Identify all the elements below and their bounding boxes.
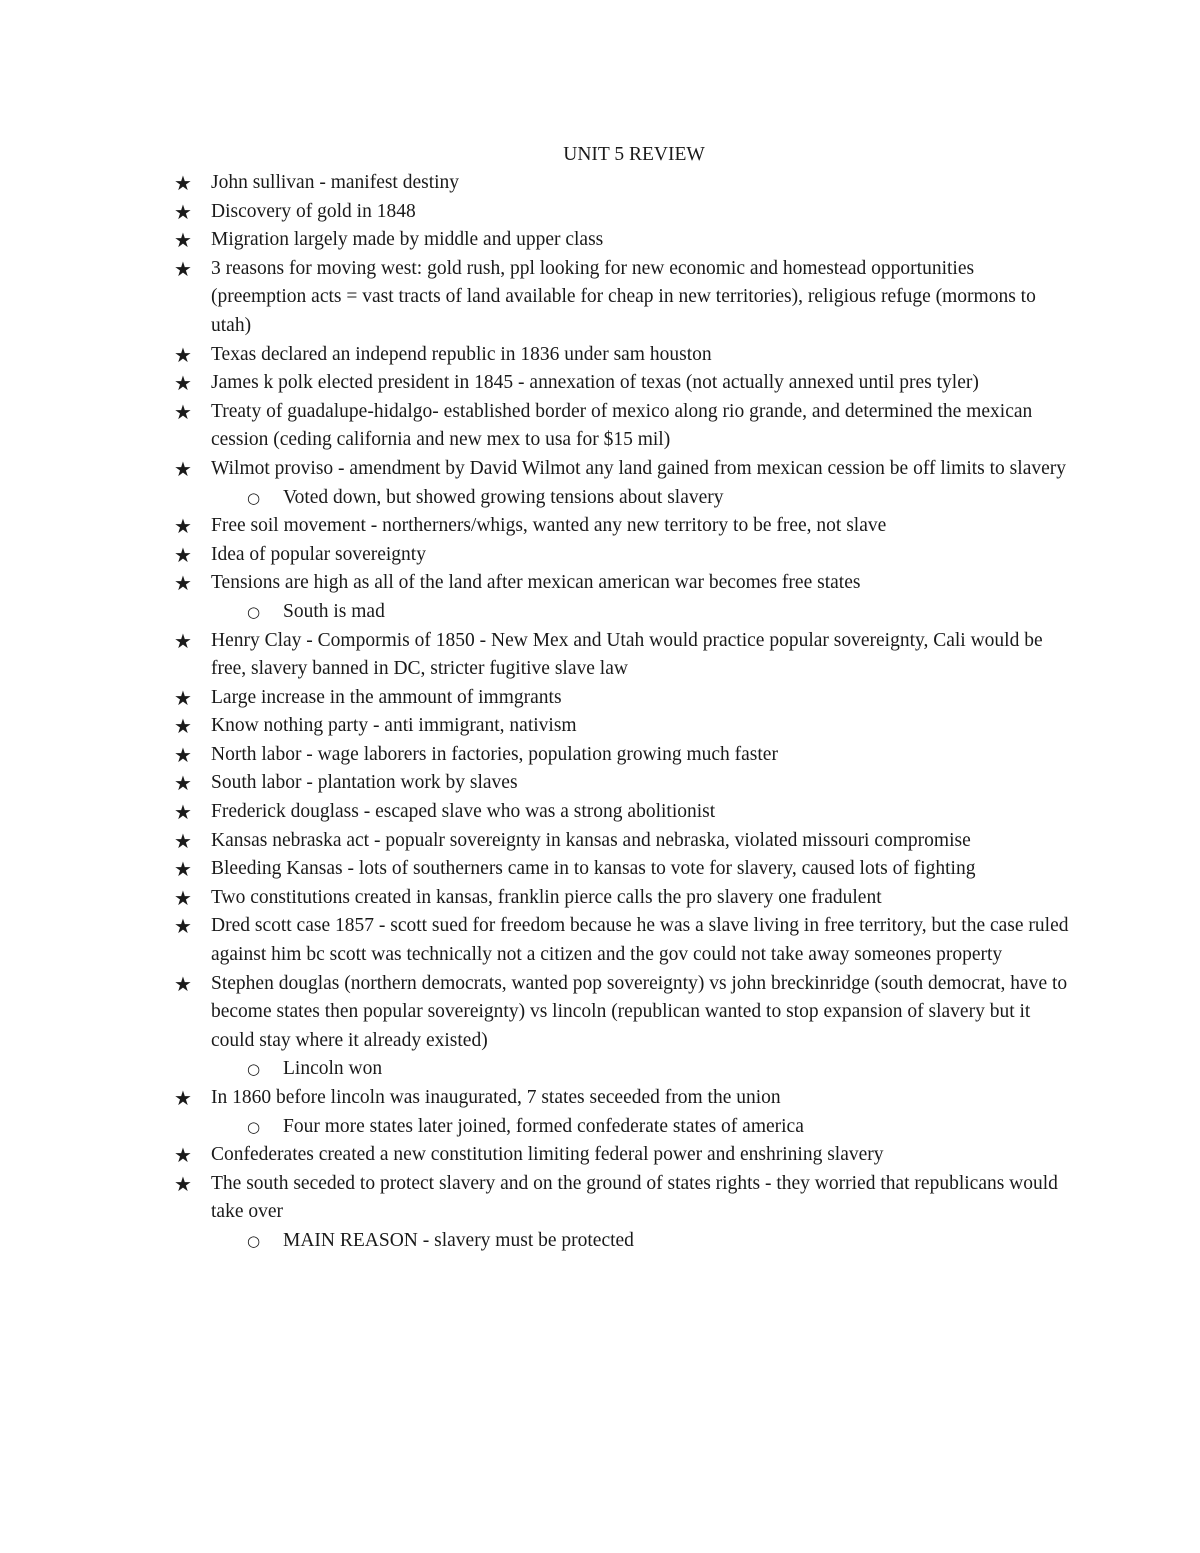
circle-bullet-icon: ○ <box>247 1060 261 1079</box>
list-item <box>174 455 1074 484</box>
circle-bullet-icon: ○ <box>247 602 261 621</box>
star-bullet-icon: ★ <box>174 171 192 195</box>
item-text: James k polk elected president in 1845 - annexation of texas (not actually annexed until pres tyler) <box>211 372 979 394</box>
list-item <box>174 198 1074 227</box>
item-text: Frederick douglass - escaped slave who was a strong abolitionist <box>211 801 716 823</box>
item-text: South is mad <box>283 600 385 622</box>
star-bullet-icon: ★ <box>174 371 192 396</box>
item-text: Large increase in the ammount of immgrants <box>211 686 562 708</box>
sub-list-item <box>174 1227 1074 1256</box>
star-bullet-icon: ★ <box>174 1171 192 1196</box>
item-text: Bleeding Kansas - lots of southerners came in to kansas to vote for slavery, caused lots of fighting <box>211 858 976 880</box>
circle-bullet-icon: ○ <box>247 488 261 507</box>
list-item <box>174 712 1074 741</box>
list-item <box>174 1084 1074 1113</box>
sub-list-item <box>174 1113 1074 1142</box>
list-item <box>174 255 1074 341</box>
item-text: Lincoln won <box>283 1058 383 1080</box>
sub-list-item <box>174 484 1074 513</box>
item-text: Dred scott case 1857 - scott sued for freedom because he was a slave living in free territory, but the case ruled against him bc scott was technically not a citizen and the gov could not take away someones property <box>211 915 1069 966</box>
list-item <box>174 512 1074 541</box>
star-bullet-icon: ★ <box>174 199 192 224</box>
star-bullet-icon: ★ <box>174 685 192 710</box>
star-bullet-icon: ★ <box>174 628 192 653</box>
item-text: Kansas nebraska act - popualr sovereignty in kansas and nebraska, violated missouri compromise <box>211 829 971 851</box>
item-text: Know nothing party - anti immigrant, nativism <box>211 715 577 737</box>
list-item <box>174 398 1074 455</box>
list-item <box>174 798 1074 827</box>
star-bullet-icon: ★ <box>174 828 192 853</box>
star-bullet-icon: ★ <box>174 514 192 539</box>
sub-list-item <box>174 1055 1074 1084</box>
list-item <box>174 369 1074 398</box>
star-bullet-icon: ★ <box>174 456 192 481</box>
item-text: Henry Clay - Compormis of 1850 - New Mex and Utah would practice popular sovereignty, Cali would be free, slavery banned in DC, stricter fugitive slave law <box>211 629 1043 680</box>
item-text: Wilmot proviso - amendment by David Wilmot any land gained from mexican cession be off limits to slavery <box>211 457 1066 479</box>
list-item <box>174 569 1074 598</box>
list-item <box>174 341 1074 370</box>
list-item <box>174 1141 1074 1170</box>
item-text: Confederates created a new constitution limiting federal power and enshrining slavery <box>211 1144 884 1166</box>
item-text: North labor - wage laborers in factories, population growing much faster <box>211 743 778 765</box>
star-bullet-icon: ★ <box>174 228 192 253</box>
star-bullet-icon: ★ <box>174 399 192 424</box>
item-text: Voted down, but showed growing tensions about slavery <box>283 486 724 508</box>
list-item <box>174 169 1074 198</box>
star-bullet-icon: ★ <box>174 542 192 567</box>
item-text: John sullivan - manifest destiny <box>211 172 460 193</box>
item-text: Stephen douglas (northern democrats, wanted pop sovereignty) vs john breckinridge (south democrat, have to become states then popular sovereignty) vs lincoln (republican wanted to stop expansion of slavery but it could stay where it already existed) <box>211 972 1068 1051</box>
item-text: In 1860 before lincoln was inaugurated, 7 states seceeded from the union <box>211 1087 781 1108</box>
item-text: Texas declared an independ republic in 1836 under sam houston <box>211 343 712 365</box>
list-item <box>174 884 1074 913</box>
item-text: Treaty of guadalupe-hidalgo- established border of mexico along rio grande, and determined the mexican cession (ceding california and new mex to usa for $15 mil) <box>211 400 1033 451</box>
item-text: MAIN REASON - slavery must be protected <box>283 1229 634 1251</box>
circle-bullet-icon: ○ <box>247 1231 261 1250</box>
list-item <box>174 912 1074 969</box>
list-item <box>174 226 1074 255</box>
list-item <box>174 627 1074 684</box>
star-bullet-icon: ★ <box>174 1086 192 1110</box>
item-text: Migration largely made by middle and upper class <box>211 229 604 251</box>
item-text: Two constitutions created in kansas, franklin pierce calls the pro slavery one fradulent <box>211 886 882 908</box>
item-text: Tensions are high as all of the land after mexican american war becomes free states <box>211 572 861 594</box>
star-bullet-icon: ★ <box>174 971 192 996</box>
review-list <box>174 169 1074 1256</box>
list-item <box>174 741 1074 770</box>
star-bullet-icon: ★ <box>174 771 192 796</box>
list-item <box>174 855 1074 884</box>
list-item <box>174 541 1074 570</box>
item-text: South labor - plantation work by slaves <box>211 772 518 794</box>
item-text: Discovery of gold in 1848 <box>211 200 416 222</box>
star-bullet-icon: ★ <box>174 742 192 767</box>
circle-bullet-icon: ○ <box>247 1117 261 1136</box>
list-item <box>174 970 1074 1056</box>
page-title: UNIT 5 REVIEW <box>563 144 705 165</box>
list-item <box>174 769 1074 798</box>
item-text: Free soil movement - northerners/whigs, wanted any new territory to be free, not slave <box>211 515 887 537</box>
star-bullet-icon: ★ <box>174 800 192 825</box>
star-bullet-icon: ★ <box>174 342 192 367</box>
star-bullet-icon: ★ <box>174 885 192 910</box>
star-bullet-icon: ★ <box>174 571 192 596</box>
star-bullet-icon: ★ <box>174 1143 192 1168</box>
item-text: Idea of popular sovereignty <box>211 543 426 565</box>
item-text: Four more states later joined, formed confederate states of america <box>283 1115 804 1137</box>
star-bullet-icon: ★ <box>174 714 192 739</box>
sub-list-item <box>174 598 1074 627</box>
list-item <box>174 684 1074 713</box>
item-text: The south seceded to protect slavery and on the ground of states rights - they worried that republicans would take over <box>211 1172 1058 1223</box>
item-text: 3 reasons for moving west: gold rush, ppl looking for new economic and homestead opportunities (preemption acts = vast tracts of land available for cheap in new territories), religious refuge (mormons to utah) <box>211 257 1036 336</box>
star-bullet-icon: ★ <box>174 256 192 281</box>
star-bullet-icon: ★ <box>174 857 192 882</box>
list-item <box>174 1170 1074 1227</box>
list-item <box>174 827 1074 856</box>
star-bullet-icon: ★ <box>174 914 192 939</box>
